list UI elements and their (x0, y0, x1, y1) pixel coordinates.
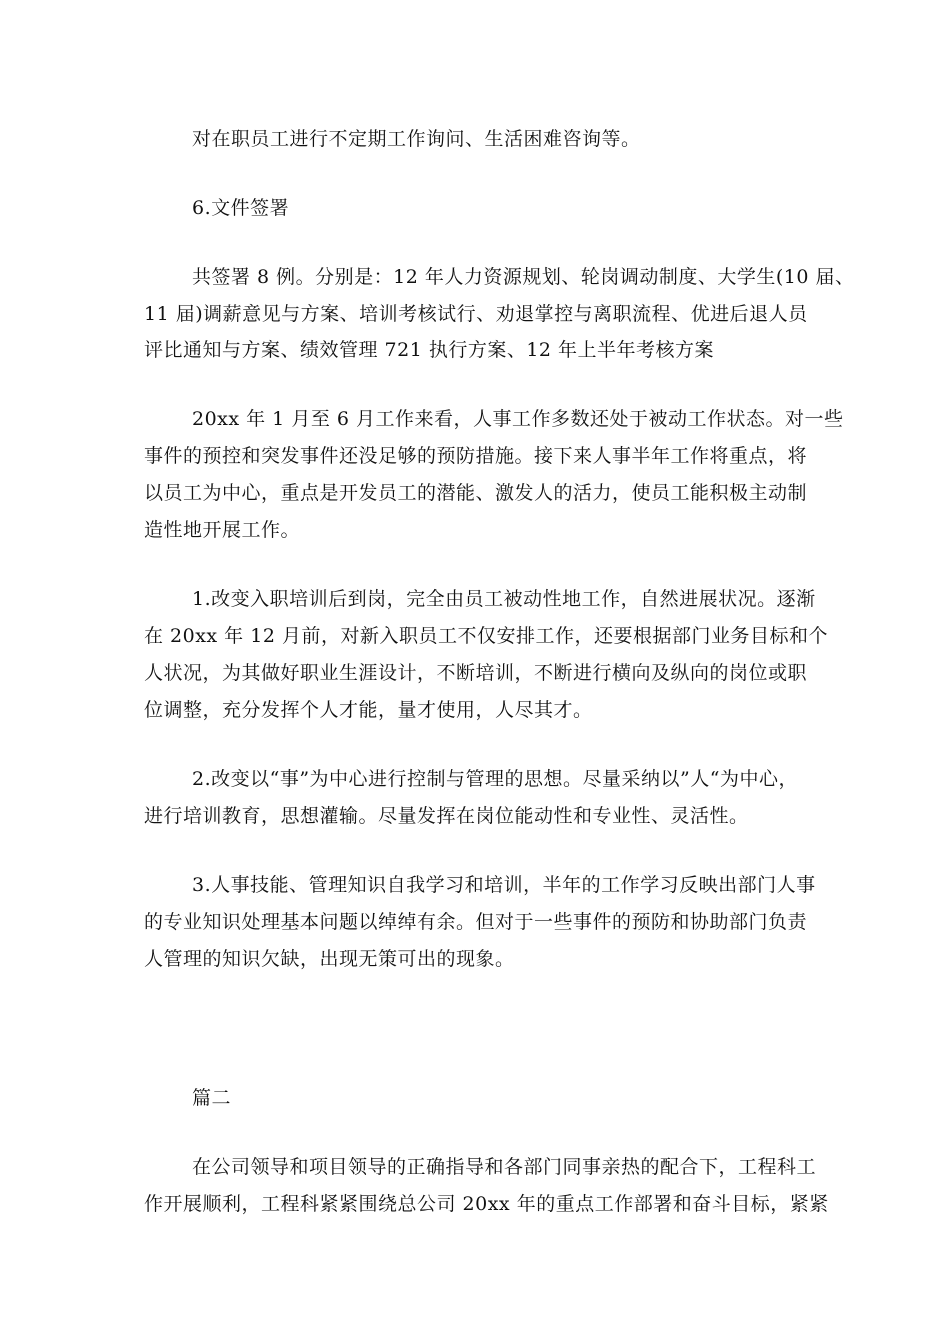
paragraph-line: 11 届)调薪意见与方案、培训考核试行、劝退掌控与离职流程、优进后退人员 (144, 303, 808, 325)
section-heading: 篇二 (192, 1087, 232, 1109)
paragraph-line: 在 20xx 年 12 月前，对新入职员工不仅安排工作，还要根据部门业务目标和个 (144, 625, 828, 647)
paragraph-line: 事件的预控和突发事件还没足够的预防措施。接下来人事半年工作将重点，将 (144, 445, 808, 467)
paragraph-line: 以员工为中心，重点是开发员工的潜能、激发人的活力，使员工能积极主动制 (144, 482, 808, 504)
paragraph-line: 共签署 8 例。分别是：12 年人力资源规划、轮岗调动制度、大学生(10 届、 (192, 266, 855, 288)
paragraph-line: 作开展顺利，工程科紧紧围绕总公司 20xx 年的重点工作部署和奋斗目标，紧紧 (144, 1193, 829, 1215)
paragraph-line: 在公司领导和项目领导的正确指导和各部门同事亲热的配合下，工程科工 (192, 1156, 817, 1178)
paragraph-line: 的专业知识处理基本问题以绰绰有余。但对于一些事件的预防和协助部门负责 (144, 911, 808, 933)
paragraph-line: 进行培训教育，思想灌输。尽量发挥在岗位能动性和专业性、灵活性。 (144, 805, 749, 827)
paragraph-line: 对在职员工进行不定期工作询问、生活困难咨询等。 (192, 128, 641, 150)
paragraph-line: 人状况，为其做好职业生涯设计，不断培训，不断进行横向及纵向的岗位或职 (144, 662, 808, 684)
paragraph-line: 1.改变入职培训后到岗，完全由员工被动性地工作，自然进展状况。逐渐 (192, 588, 816, 610)
paragraph-line: 2.改变以“事”为中心进行控制与管理的思想。尽量采纳以”人“为中心， (192, 768, 798, 790)
paragraph-line: 造性地开展工作。 (144, 519, 301, 541)
section-heading: 6.文件签署 (192, 197, 290, 219)
paragraph-line: 人管理的知识欠缺，出现无策可出的现象。 (144, 948, 515, 970)
paragraph-line: 评比通知与方案、绩效管理 721 执行方案、12 年上半年考核方案 (144, 339, 715, 361)
paragraph-line: 20xx 年 1 月至 6 月工作来看，人事工作多数还处于被动工作状态。对一些 (192, 408, 844, 430)
paragraph-line: 3.人事技能、管理知识自我学习和培训，半年的工作学习反映出部门人事 (192, 874, 816, 896)
paragraph-line: 位调整，充分发挥个人才能，量才使用，人尽其才。 (144, 699, 593, 721)
